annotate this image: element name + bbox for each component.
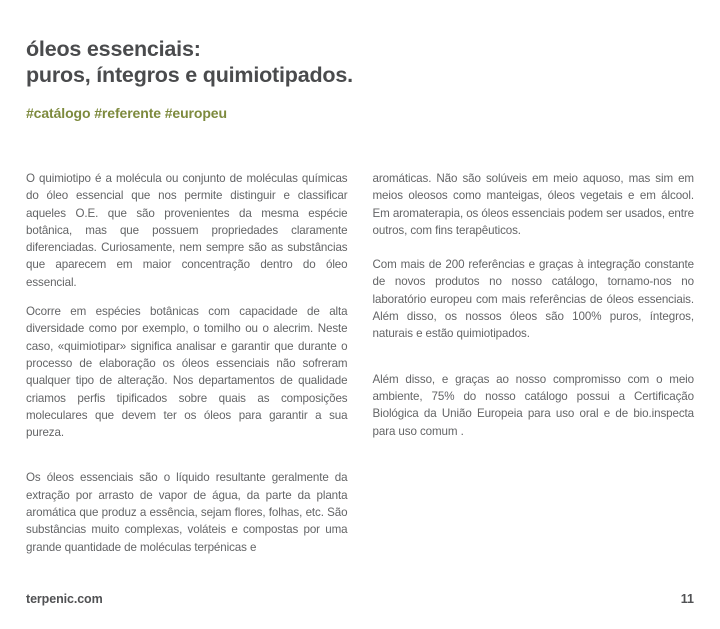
left-paragraph-1: O quimiotipo é a molécula ou conjunto de moléculas químicas do óleo essencial que nos permite distinguir e classificar aqueles O.E. que são provenientes da mesma espécie botânica, mas que possuem propriedades claramente diferenciadas. Curiosamente, nem sempre são as substâncias que aparecem em maior concentração dentro do óleo essencial. — [26, 172, 348, 289]
page-title-line-1: óleos essenciais: — [26, 37, 201, 61]
page-title-line-2: puros, íntegros e quimiotipados. — [26, 63, 353, 87]
right-paragraph-1: aromáticas. Não são solúveis em meio aquoso, mas sim em meios oleosos como manteigas, óleos vegetais e em álcool. Em aromaterapia, os óleos essenciais podem ser usados, entre outros, com fins terapêuticos. — [372, 172, 694, 237]
page-header — [26, 36, 694, 121]
right-column — [373, 170, 695, 556]
footer-page-number: 11 — [680, 592, 694, 606]
footer-site-name: terpenic.com — [26, 592, 103, 606]
right-paragraph-3: Além disso, e graças ao nosso compromisso com o meio ambiente, 75% do nosso catálogo possui a Certificação Biológica da União Europeia para uso oral e de bio.inspecta para uso comum . — [372, 372, 694, 438]
right-paragraph-2: Com mais de 200 referências e graças à integração constante de novos produtos no nosso catálogo, tornamo-nos no laboratório europeu com mais referências de óleos essenciais. Além disso, os nossos óleos são 100% puros, íntegros, naturais e estão quimiotipados. — [372, 258, 694, 341]
left-column — [26, 170, 348, 556]
left-paragraph-2: Ocorre em espécies botânicas com capacidade de alta diversidade como por exemplo, o tomilho ou o alecrim. Neste caso, «quimiotipar» significa analisar e garantir que durante o processo de elaboração os óleos essenciais não sofreram qualquer tipo de alteração. Nos departamentos de qualidade criamos perfis tipificados sobre quais as composições moleculares que devem ter os óleos para garantir a sua pureza. — [26, 305, 348, 440]
left-paragraph-3: Os óleos essenciais são o líquido resultante geralmente da extração por arrasto de vapor de água, da parte da planta aromática que produz a essência, sejam flores, folhas, etc. São substâncias muito complexas, voláteis e compostas por uma grande quantidade de moléculas terpénicas e — [26, 471, 348, 554]
hashtags: #catálogo #referente #europeu — [26, 105, 227, 121]
page-footer — [26, 592, 694, 606]
body-columns — [26, 170, 694, 556]
